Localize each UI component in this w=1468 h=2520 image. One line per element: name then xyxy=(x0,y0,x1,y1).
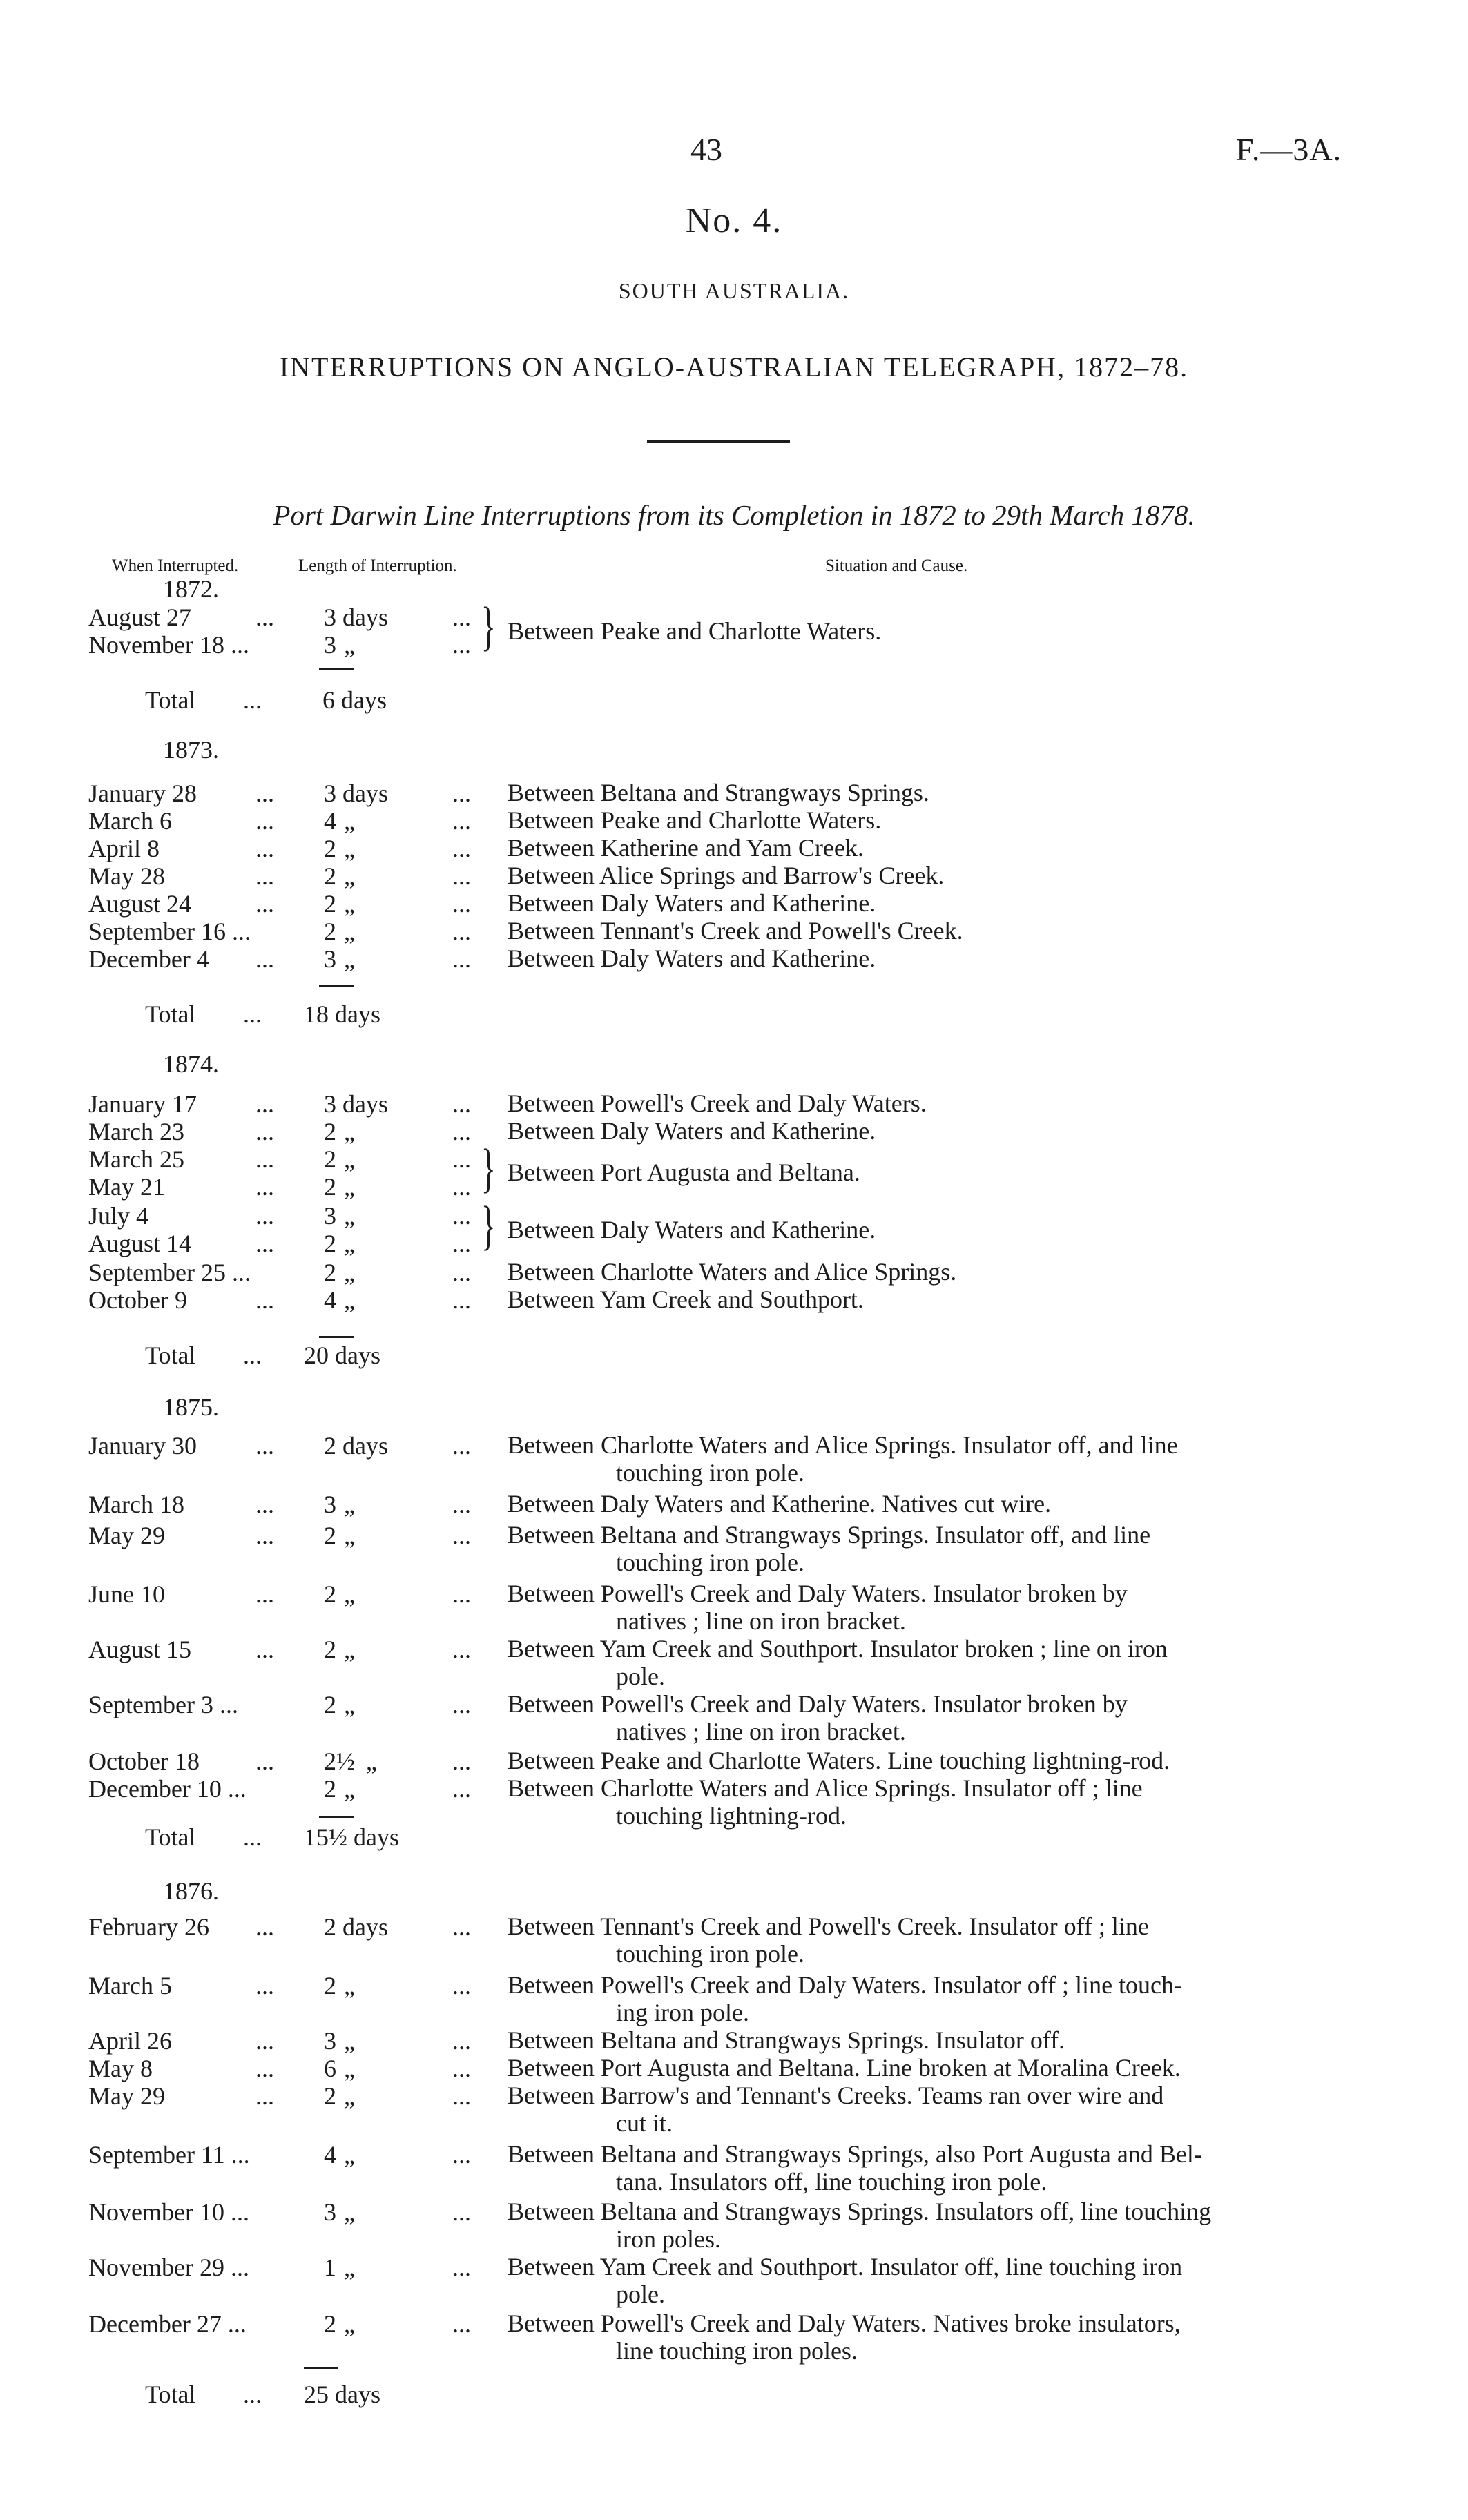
cause-continuation: touching lightning-rod. xyxy=(616,1802,847,1830)
leader-dots: ... xyxy=(452,1286,471,1314)
ditto-mark: „ xyxy=(344,890,355,918)
leader-dots: ... xyxy=(452,1202,471,1230)
ditto-mark: „ xyxy=(344,807,355,835)
row-length: 2 xyxy=(324,1580,336,1608)
cause-text: Between Charlotte Waters and Alice Springs. xyxy=(508,1258,957,1286)
row-date: September 25 ... xyxy=(88,1259,251,1286)
leader-dots: ... xyxy=(452,631,471,659)
row-cause xyxy=(508,1690,1322,1745)
year-heading-1874: 1874. xyxy=(163,1050,219,1078)
row-length: 3 days xyxy=(324,779,388,807)
ditto-mark: „ xyxy=(344,1230,355,1257)
row-length: 2 xyxy=(324,835,336,862)
row-cause xyxy=(508,862,1322,889)
leader-dots: ... xyxy=(452,2055,471,2082)
row-cause xyxy=(508,779,1322,806)
leader-dots: ... xyxy=(452,1230,471,1257)
leader-dots: ... xyxy=(255,1118,274,1145)
row-length: 3 days xyxy=(324,603,388,631)
row-length: 2 xyxy=(324,918,336,945)
row-date: September 3 ... xyxy=(88,1691,238,1718)
row-date: December 10 ... xyxy=(88,1775,247,1803)
row-length: 3 xyxy=(324,2198,336,2226)
row-cause xyxy=(508,1117,1322,1145)
cause-text: Between Port Augusta and Beltana. Line broken at Moralina Creek. xyxy=(508,2054,1181,2082)
cause-text: Between Peake and Charlotte Waters. Line touching lightning-rod. xyxy=(508,1747,1170,1774)
row-cause xyxy=(508,889,1322,917)
row-cause xyxy=(508,2253,1322,2308)
row-date: August 15 xyxy=(88,1636,192,1663)
row-date: April 26 xyxy=(88,2027,172,2055)
leader-dots: ... xyxy=(452,1118,471,1145)
row-date: February 26 xyxy=(88,1913,209,1941)
cause-text: Between Daly Waters and Katherine. Natives cut wire. xyxy=(508,1490,1052,1518)
leader-dots: ... xyxy=(255,1522,274,1549)
ditto-mark: „ xyxy=(344,2082,355,2110)
cause-text: Between Beltana and Strangways Springs. Insulators off, line touching xyxy=(508,2198,1212,2225)
total-label: Total xyxy=(145,1823,196,1851)
cause-continuation: natives ; line on iron bracket. xyxy=(616,1607,906,1635)
table-subtitle: Port Darwin Line Interruptions from its Completion in 1872 to 29th March 1878. xyxy=(273,499,1195,531)
row-length: 3 xyxy=(324,2027,336,2055)
row-length: 2 days xyxy=(324,1913,388,1941)
ditto-mark: „ xyxy=(344,1580,355,1608)
cause-continuation: touching iron pole. xyxy=(616,1459,804,1486)
row-date: April 8 xyxy=(88,835,160,862)
cause-text: Between Powell's Creek and Daly Waters. Natives broke insulators, xyxy=(508,2309,1181,2337)
leader-dots: ... xyxy=(255,1636,274,1663)
leader-dots: ... xyxy=(255,835,274,862)
row-date: March 23 xyxy=(88,1118,184,1145)
year-total: 6 days xyxy=(322,686,387,714)
row-date: January 30 xyxy=(88,1432,197,1460)
row-date: January 17 xyxy=(88,1090,197,1118)
cause-text: Between Daly Waters and Katherine. xyxy=(508,944,876,972)
leader-dots: ... xyxy=(452,1691,471,1718)
cause-continuation: ing iron pole. xyxy=(616,1999,749,2026)
cause-continuation: iron poles. xyxy=(616,2225,721,2253)
page-heading: INTERRUPTIONS ON ANGLO-AUSTRALIAN TELEGRAPH, 1872–78. xyxy=(279,351,1189,382)
row-length: 4 xyxy=(324,807,336,835)
leader-dots: ... xyxy=(452,1747,471,1775)
row-length: 2 xyxy=(324,2082,336,2110)
leader-dots: ... xyxy=(255,603,274,631)
leader-dots: ... xyxy=(452,1432,471,1460)
brace-bracket: } xyxy=(481,1138,496,1198)
leader-dots: ... xyxy=(255,1972,274,1999)
row-date: November 10 ... xyxy=(88,2198,249,2226)
leader-dots: ... xyxy=(255,1230,274,1257)
year-total: 15½ days xyxy=(304,1823,399,1851)
row-date: August 24 xyxy=(88,890,192,918)
row-date: August 14 xyxy=(88,1230,192,1257)
leader-dots: ... xyxy=(255,1202,274,1230)
leader-dots: ... xyxy=(255,2027,274,2055)
row-length: 2 xyxy=(324,1173,336,1201)
row-date: March 5 xyxy=(88,1972,172,1999)
leader-dots: ... xyxy=(452,2254,471,2281)
ditto-mark: „ xyxy=(344,2027,355,2055)
leader-dots: ... xyxy=(452,2310,471,2338)
total-rule xyxy=(319,985,354,987)
ditto-mark: „ xyxy=(344,1636,355,1663)
row-length: 2 xyxy=(324,1522,336,1549)
leader-dots: ... xyxy=(255,1286,274,1314)
leader-dots: ... xyxy=(452,1913,471,1941)
leader-dots: ... xyxy=(452,1636,471,1663)
row-length: 3 xyxy=(324,631,336,659)
row-cause xyxy=(508,1774,1322,1830)
year-heading-1876: 1876. xyxy=(163,1877,219,1905)
paper-number: No. 4. xyxy=(685,201,783,240)
cause-continuation: touching iron pole. xyxy=(616,1549,804,1576)
year-total: 18 days xyxy=(304,1000,380,1028)
row-length: 2 xyxy=(324,1691,336,1718)
row-cause xyxy=(508,2140,1322,2196)
leader-dots: ... xyxy=(452,603,471,631)
year-total: 25 days xyxy=(304,2381,380,2408)
ditto-mark: „ xyxy=(344,1202,355,1230)
cause-text: Between Beltana and Strangways Springs. Insulator off, and line xyxy=(508,1521,1151,1549)
row-date: January 28 xyxy=(88,779,197,807)
row-date: September 16 ... xyxy=(88,918,251,945)
leader-dots: ... xyxy=(452,779,471,807)
row-cause xyxy=(508,1286,1322,1313)
row-date: July 4 xyxy=(88,1202,149,1230)
cause-text: Between Charlotte Waters and Alice Springs. Insulator off ; line xyxy=(508,1774,1143,1802)
leader-dots: ... xyxy=(255,862,274,890)
leader-dots: ... xyxy=(255,1090,274,1118)
leader-dots: ... xyxy=(452,1145,471,1173)
cause-continuation: natives ; line on iron bracket. xyxy=(616,1718,906,1745)
row-length: 3 xyxy=(324,1491,336,1518)
row-date: May 29 xyxy=(88,2082,165,2110)
ditto-mark: „ xyxy=(344,2310,355,2338)
cause-continuation: touching iron pole. xyxy=(616,1940,804,1968)
total-label: Total xyxy=(145,1341,196,1369)
row-date: May 28 xyxy=(88,862,165,890)
leader-dots: ... xyxy=(255,1580,274,1608)
row-length: 2 xyxy=(324,1230,336,1257)
total-rule xyxy=(304,2367,338,2369)
leader-dots: ... xyxy=(255,1491,274,1518)
total-rule xyxy=(319,1816,354,1818)
cause-text: Between Yam Creek and Southport. Insulator broken ; line on iron xyxy=(508,1635,1168,1663)
year-heading-1873: 1873. xyxy=(163,736,219,764)
row-cause xyxy=(508,1747,1322,1774)
row-length: 3 xyxy=(324,945,336,973)
cause-continuation: cut it. xyxy=(616,2109,673,2137)
leader-dots: ... xyxy=(452,1173,471,1201)
total-label: Total xyxy=(145,686,196,714)
ditto-mark: „ xyxy=(344,1691,355,1718)
leader-dots: ... xyxy=(452,1090,471,1118)
document-reference: F.—3A. xyxy=(1236,132,1342,167)
row-cause xyxy=(508,834,1322,862)
ditto-mark: „ xyxy=(344,1491,355,1518)
row-cause xyxy=(508,806,1322,834)
cause-text: Between Daly Waters and Katherine. xyxy=(508,1117,876,1145)
row-length: 2 xyxy=(324,890,336,918)
leader-dots: ... xyxy=(452,2141,471,2169)
row-cause xyxy=(508,1258,1322,1286)
total-label: Total xyxy=(145,2381,196,2408)
leader-dots: ... xyxy=(255,807,274,835)
page-number: 43 xyxy=(690,132,722,167)
row-cause xyxy=(508,944,1322,972)
row-length: 6 xyxy=(324,2055,336,2082)
year-total: 20 days xyxy=(304,1341,380,1369)
total-rule xyxy=(319,1336,354,1338)
row-length: 4 xyxy=(324,1286,336,1314)
cause-text: Between Tennant's Creek and Powell's Creek. Insulator off ; line xyxy=(508,1912,1149,1940)
total-rule xyxy=(319,668,354,670)
leader-dots: ... xyxy=(452,945,471,973)
row-length: 2 xyxy=(324,862,336,890)
ditto-mark: „ xyxy=(344,1145,355,1173)
row-cause xyxy=(508,1580,1322,1635)
leader-dots: ... xyxy=(452,890,471,918)
leader-dots: ... xyxy=(255,890,274,918)
leader-dots: ... xyxy=(452,862,471,890)
leader-dots: ... xyxy=(452,1775,471,1803)
ditto-mark: „ xyxy=(344,1173,355,1201)
leader-dots: ... xyxy=(452,1491,471,1518)
ditto-mark: „ xyxy=(344,2198,355,2226)
row-length: 2 xyxy=(324,1636,336,1663)
total-label: Total xyxy=(145,1000,196,1028)
row-cause xyxy=(508,1521,1322,1576)
row-length: 2 xyxy=(324,1972,336,1999)
leader-dots: ... xyxy=(255,779,274,807)
row-date: December 27 ... xyxy=(88,2310,247,2338)
column-header-length: Length of Interruption. xyxy=(298,556,457,575)
cause-continuation: pole. xyxy=(616,2280,665,2308)
leader-dots: ... xyxy=(255,2082,274,2110)
cause-text: Between Katherine and Yam Creek. xyxy=(508,834,864,862)
cause-text: Between Yam Creek and Southport. xyxy=(508,1286,864,1313)
leader-dots: ... xyxy=(452,1580,471,1608)
row-length: 2 xyxy=(324,1118,336,1145)
row-length: 2 xyxy=(324,2310,336,2338)
row-cause xyxy=(508,1635,1322,1690)
grouped-cause: Between Peake and Charlotte Waters. xyxy=(508,617,882,645)
row-date: May 21 xyxy=(88,1173,165,1201)
row-length: 2 days xyxy=(324,1432,388,1460)
column-header-situation: Situation and Cause. xyxy=(825,556,968,575)
cause-text: Between Powell's Creek and Daly Waters. xyxy=(508,1089,927,1117)
row-date: September 11 ... xyxy=(88,2141,250,2169)
leader-dots: ... xyxy=(243,686,262,714)
leader-dots: ... xyxy=(243,1000,262,1028)
leader-dots: ... xyxy=(452,1972,471,1999)
year-heading-1875: 1875. xyxy=(163,1393,219,1421)
leader-dots: ... xyxy=(255,1173,274,1201)
divider-rule xyxy=(647,440,790,443)
leader-dots: ... xyxy=(452,1259,471,1286)
cause-text: Between Beltana and Strangways Springs, also Port Augusta and Bel- xyxy=(508,2140,1202,2168)
ditto-mark: „ xyxy=(344,1775,355,1803)
cause-text: Between Beltana and Strangways Springs. xyxy=(508,779,929,806)
grouped-cause: Between Daly Waters and Katherine. xyxy=(508,1216,876,1243)
grouped-cause: Between Port Augusta and Beltana. xyxy=(508,1159,860,1186)
cause-text: Between Barrow's and Tennant's Creeks. Teams ran over wire and xyxy=(508,2082,1164,2109)
cause-text: Between Yam Creek and Southport. Insulator off, line touching iron xyxy=(508,2253,1183,2280)
cause-text: Between Powell's Creek and Daly Waters. Insulator broken by xyxy=(508,1580,1128,1607)
row-cause xyxy=(508,1971,1322,2026)
column-header-when: When Interrupted. xyxy=(112,556,239,575)
row-date: October 9 xyxy=(88,1286,187,1314)
row-cause xyxy=(508,2026,1322,2054)
ditto-mark: „ xyxy=(344,1972,355,1999)
row-date: June 10 xyxy=(88,1580,165,1608)
leader-dots: ... xyxy=(452,918,471,945)
cause-text: Between Daly Waters and Katherine. xyxy=(508,889,876,917)
row-cause xyxy=(508,1431,1322,1486)
cause-continuation: line touching iron poles. xyxy=(616,2337,858,2365)
row-cause xyxy=(508,917,1322,944)
row-date: March 6 xyxy=(88,807,172,835)
ditto-mark: „ xyxy=(344,2055,355,2082)
row-date: May 29 xyxy=(88,1522,165,1549)
leader-dots: ... xyxy=(255,2055,274,2082)
row-length: 4 xyxy=(324,2141,336,2169)
row-date: March 18 xyxy=(88,1491,184,1518)
leader-dots: ... xyxy=(255,1432,274,1460)
leader-dots: ... xyxy=(452,2027,471,2055)
row-date: October 18 xyxy=(88,1747,200,1775)
leader-dots: ... xyxy=(243,2381,262,2408)
leader-dots: ... xyxy=(255,1913,274,1941)
row-length: 3 days xyxy=(324,1090,388,1118)
row-cause xyxy=(508,2309,1322,2365)
leader-dots: ... xyxy=(255,1747,274,1775)
row-date: August 27 xyxy=(88,603,192,631)
ditto-mark: „ xyxy=(344,862,355,890)
row-length: 2 xyxy=(324,1145,336,1173)
leader-dots: ... xyxy=(243,1341,262,1369)
row-length: 2½ xyxy=(324,1747,355,1775)
leader-dots: ... xyxy=(452,835,471,862)
ditto-mark: „ xyxy=(344,1522,355,1549)
brace-bracket: } xyxy=(481,1195,496,1255)
row-cause xyxy=(508,1912,1322,1968)
cause-text: Between Alice Springs and Barrow's Creek. xyxy=(508,862,945,889)
cause-text: Between Powell's Creek and Daly Waters. Insulator broken by xyxy=(508,1690,1128,1718)
cause-continuation: tana. Insulators off, line touching iron pole. xyxy=(616,2168,1047,2196)
cause-text: Between Peake and Charlotte Waters. xyxy=(508,806,882,834)
cause-text: Between Tennant's Creek and Powell's Creek. xyxy=(508,917,963,944)
row-length: 2 xyxy=(324,1775,336,1803)
row-length: 3 xyxy=(324,1202,336,1230)
row-length: 2 xyxy=(324,1259,336,1286)
ditto-mark: „ xyxy=(344,1118,355,1145)
leader-dots: ... xyxy=(243,1823,262,1851)
cause-text: Between Charlotte Waters and Alice Springs. Insulator off, and line xyxy=(508,1431,1178,1459)
ditto-mark: „ xyxy=(344,2254,355,2281)
ditto-mark: „ xyxy=(344,918,355,945)
cause-text: Between Powell's Creek and Daly Waters. Insulator off ; line touch- xyxy=(508,1971,1183,1999)
row-cause xyxy=(508,1490,1322,1518)
leader-dots: ... xyxy=(452,2198,471,2226)
ditto-mark: „ xyxy=(344,945,355,973)
leader-dots: ... xyxy=(452,807,471,835)
ditto-mark: „ xyxy=(344,2141,355,2169)
row-cause xyxy=(508,2082,1322,2137)
row-date: November 18 ... xyxy=(88,631,249,659)
row-cause xyxy=(508,1089,1322,1117)
row-length: 1 xyxy=(324,2254,336,2281)
ditto-mark: „ xyxy=(344,1286,355,1314)
leader-dots: ... xyxy=(452,2082,471,2110)
row-cause xyxy=(508,2054,1322,2082)
cause-continuation: pole. xyxy=(616,1663,665,1690)
year-heading-1872: 1872. xyxy=(163,575,219,603)
ditto-mark: „ xyxy=(344,835,355,862)
row-date: November 29 ... xyxy=(88,2254,249,2281)
ditto-mark: „ xyxy=(344,631,355,659)
row-date: March 25 xyxy=(88,1145,184,1173)
state-name: SOUTH AUSTRALIA. xyxy=(618,278,850,303)
row-cause xyxy=(508,2198,1322,2253)
cause-text: Between Beltana and Strangways Springs. Insulator off. xyxy=(508,2026,1065,2054)
ditto-mark: „ xyxy=(366,1747,377,1775)
leader-dots: ... xyxy=(452,1522,471,1549)
leader-dots: ... xyxy=(255,1145,274,1173)
ditto-mark: „ xyxy=(344,1259,355,1286)
row-date: May 8 xyxy=(88,2055,153,2082)
leader-dots: ... xyxy=(255,945,274,973)
row-date: December 4 xyxy=(88,945,209,973)
brace-bracket: } xyxy=(481,596,496,656)
